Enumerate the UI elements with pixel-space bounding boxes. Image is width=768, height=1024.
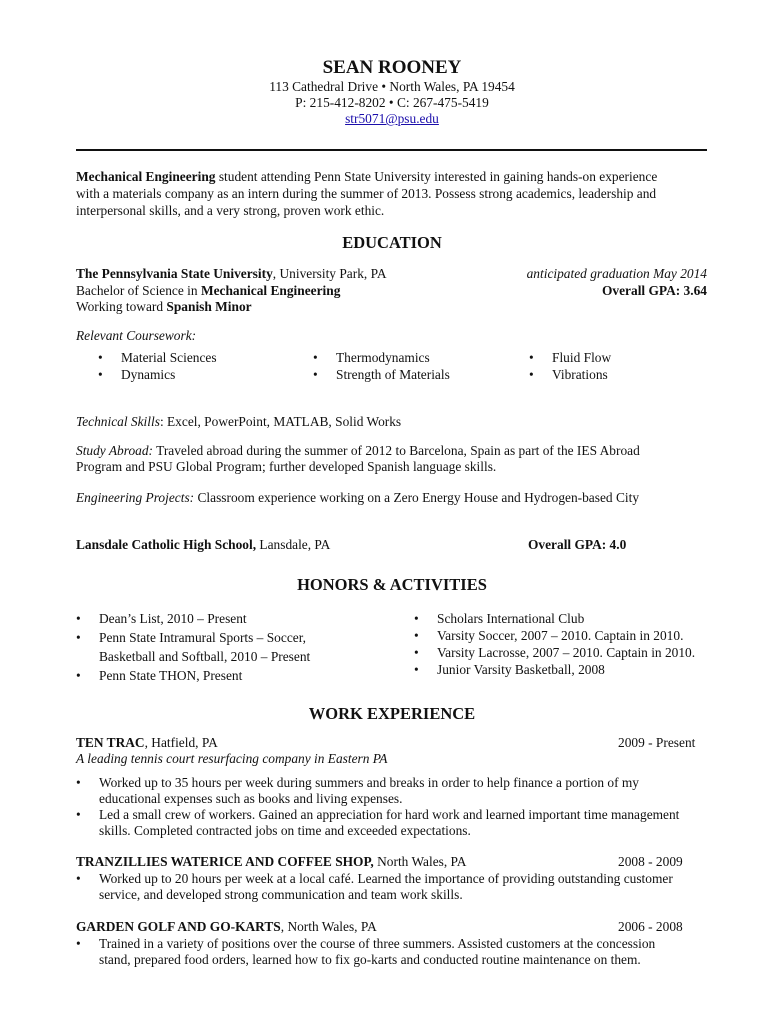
work-heading: WORK EXPERIENCE	[308, 704, 476, 723]
bullet-icon: •	[98, 350, 103, 365]
job-employer: TRANZILLIES WATERICE AND COFFEE SHOP,	[76, 854, 374, 869]
degree-prefix: Bachelor of Science in	[76, 283, 201, 298]
technical-skills-label: Technical Skills	[76, 414, 160, 429]
bullet-icon: •	[76, 871, 81, 886]
degree-line	[76, 283, 340, 299]
degree-major: Mechanical Engineering	[200, 283, 341, 298]
bullet-icon: •	[529, 367, 534, 382]
job-employer: GARDEN GOLF AND GO-KARTS	[76, 919, 281, 934]
minor-line	[76, 299, 252, 315]
bullet-icon: •	[414, 662, 419, 677]
resume-page: SEAN ROONEY 113 Cathedral Drive • North Wales, PA 19454 P: 215-412-8202 • C: 267-475-5419 str5071@psu.edu Mechanical Engineering student attending Penn State University interested in gaining hands-on experience with a materials company as an intern during the summer of 2013. Possess strong academics, leadership and interpersonal skills, and a very strong, proven work ethic. EDUCATION The Pennsylvania State University, University Park, PA anticipated graduation May 2014 Bachelor of Science in Mechanical Engineering Overall GPA: 3.64 Working toward Spanish Minor Relevant Coursework: • Material Sciences • Dynamics • Thermodynamics • Strength of Materials • Fluid Flow • Vibrations Technical Skills: Excel, PowerPoint, MATLAB, Solid Works Study Abroad: Traveled abroad during the summer of 2012 to Barcelona, Spain as part of the IES Abroad Program and PSU Global Program; further developed Spanish language skills. Engineering Projects: Classroom experience working on a Zero Energy House and Hydrogen-based City Lansdale Catholic High School, Lansdale, PA Overall GPA: 4.0 HONORS & ACTIVITIES • Dean’s List, 2010 – Present • Penn State Intramural Sports – Soccer, Basketball and Softball, 2010 – Present • Penn State THON, Present • Scholars International Club • Varsity Soccer, 2007 – 2010. Captain in 2010. • Varsity Lacrosse, 2007 – 2010. Captain in 2010. • Junior Varsity Basketball, 2008 WORK EXPERIENCE TEN TRAC, Hatfield, PA 2009 - Present A leading tennis court resurfacing company in Eastern PA • Worked up to 35 hours per week during summers and breaks in order to help finance a portion of my educational expenses such as books and living expenses. • Led a small crew of workers. Gained an appreciation for hard work and learned important time management skills. Completed contracted jobs on time and exceeded expectations. TRANZILLIES WATERICE AND COFFEE SHOP, North Wales, PA 2008 - 2009 • Worked up to 20 hours per week at a local café. Learned the importance of providing outstanding customer service, and developed strong communication and team work skills. GARDEN GOLF AND GO-KARTS, North Wales, PA 2006 - 2008 • Trained in a variety of positions over the course of three summers. Assisted customers at the concession stand, prepared food orders, learned how to fix go-karts and conducted routine maintenance on them.	[0, 0, 768, 1024]
education-heading: EDUCATION	[342, 233, 442, 252]
highschool-gpa: Overall GPA: 4.0	[528, 537, 627, 552]
header-divider	[76, 149, 707, 151]
bullet-icon: •	[76, 630, 81, 645]
bullet-icon: •	[76, 807, 81, 822]
job-location: North Wales, PA	[373, 854, 467, 869]
job-title-line	[76, 735, 218, 751]
engineering-projects-line	[76, 490, 639, 506]
study-abroad-line-1	[76, 443, 640, 459]
engineering-projects-text: Classroom experience working on a Zero Energy House and Hydrogen-based City	[194, 490, 640, 505]
bullet-icon: •	[76, 936, 81, 951]
job-title-line	[76, 854, 466, 870]
study-abroad-text-1: Traveled abroad during the summer of 2012 to Barcelona, Spain as part of the IES Abroad	[153, 443, 640, 458]
job-dates: 2008 - 2009	[618, 854, 683, 869]
bullet-icon: •	[76, 668, 81, 683]
bullet-icon: •	[414, 628, 419, 643]
coursework-label: Relevant Coursework:	[76, 328, 197, 343]
phone-line: P: 215-412-8202 • C: 267-475-5419	[295, 95, 489, 110]
technical-skills-line	[76, 414, 401, 430]
job-dates: 2006 - 2008	[618, 919, 683, 934]
study-abroad-text-2: Program and PSU Global Program; further developed Spanish language skills.	[76, 459, 497, 474]
graduation-date: anticipated graduation May 2014	[526, 266, 707, 281]
bullet-icon: •	[98, 367, 103, 382]
objective-text-3: interpersonal skills, and a very strong, proven work ethic.	[76, 203, 385, 218]
university-gpa: Overall GPA: 3.64	[602, 283, 707, 298]
job-employer: TEN TRAC	[76, 735, 145, 750]
job-description: A leading tennis court resurfacing company in Eastern PA	[76, 751, 388, 766]
university-name: The Pennsylvania State University	[76, 266, 273, 281]
job-location: , North Wales, PA	[280, 919, 377, 934]
technical-skills-text: : Excel, PowerPoint, MATLAB, Solid Works	[159, 414, 402, 429]
bullet-icon: •	[76, 775, 81, 790]
bullet-icon: •	[313, 367, 318, 382]
address-line: 113 Cathedral Drive • North Wales, PA 19454	[269, 79, 515, 94]
highschool-name: Lansdale Catholic High School,	[76, 537, 257, 552]
objective-line-1	[76, 169, 657, 185]
bullet-icon: •	[529, 350, 534, 365]
job-location: , Hatfield, PA	[144, 735, 218, 750]
job-title-line	[76, 919, 377, 935]
university-location: , University Park, PA	[272, 266, 387, 281]
honors-heading: HONORS & ACTIVITIES	[297, 575, 487, 594]
objective-text-2: with a materials company as an intern during the summer of 2013. Possess strong academics, leadership and	[76, 186, 657, 201]
bullet-icon: •	[313, 350, 318, 365]
minor-prefix: Working toward	[76, 299, 167, 314]
objective-lead: Mechanical Engineering	[76, 169, 216, 184]
engineering-projects-label: Engineering Projects:	[76, 490, 195, 505]
objective-text-1: student attending Penn State University interested in gaining hands-on experience	[215, 169, 658, 184]
bullet-icon: •	[414, 645, 419, 660]
applicant-name: SEAN ROONEY	[322, 57, 462, 78]
highschool-location: Lansdale, PA	[256, 537, 331, 552]
bullet-icon: •	[76, 611, 81, 626]
bullet-icon: •	[414, 611, 419, 626]
university-line	[76, 266, 386, 282]
job-dates: 2009 - Present	[618, 735, 696, 750]
study-abroad-label: Study Abroad:	[76, 443, 153, 458]
highschool-line	[76, 537, 330, 553]
email-link[interactable]: str5071@psu.edu	[345, 111, 439, 126]
minor-name: Spanish Minor	[166, 299, 252, 314]
